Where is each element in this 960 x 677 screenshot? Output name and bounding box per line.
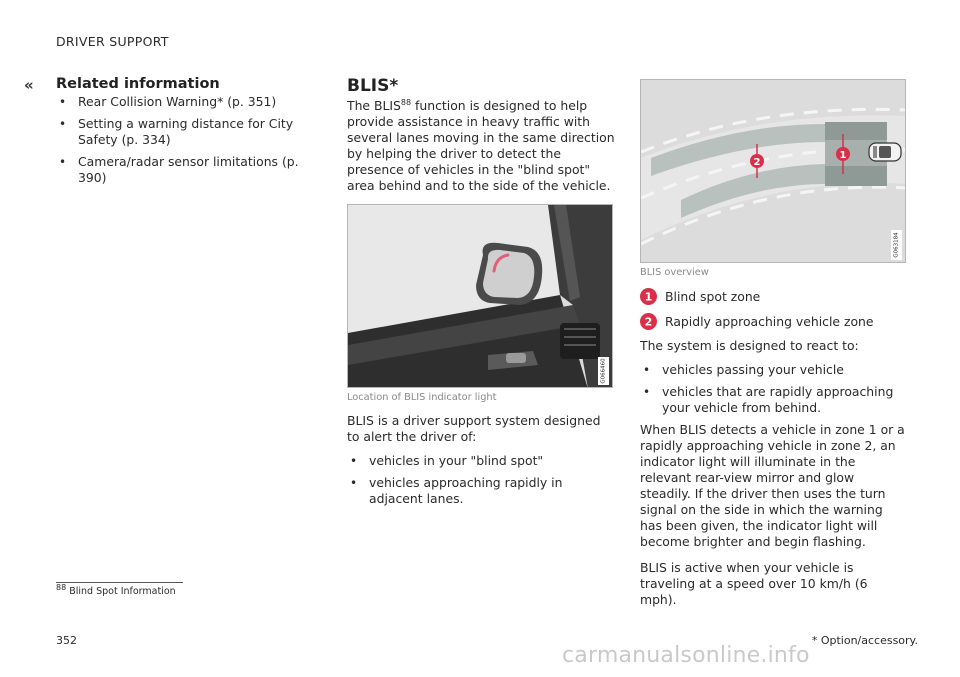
blis-overview-column xyxy=(640,79,908,616)
related-information-column xyxy=(56,76,321,192)
blis-description: BLIS is a driver support system designed to alert the driver of: xyxy=(347,413,601,444)
blis-overview-figure xyxy=(640,79,906,263)
speed-paragraph: BLIS is active when your vehicle is traveling at a speed over 10 km/h (6 mph). xyxy=(640,560,868,607)
legend-number: 1 xyxy=(644,290,653,304)
legend-number: 2 xyxy=(644,315,653,329)
legend-label: Rapidly approaching vehicle zone xyxy=(665,313,874,329)
legend-item xyxy=(640,313,908,330)
figure1-code: G066460 xyxy=(600,358,607,384)
related-link[interactable]: • Setting a warning distance for City Safety (p. 334) xyxy=(56,116,321,148)
intro-text-rest: function is designed to help provide assistance in heavy traffic with several lanes moving in the same direction by helping the driver to detect the presence of vehicles in the "blind spot" area behind and to the side of the vehicle. xyxy=(347,98,615,193)
marker-1-label: 1 xyxy=(839,150,847,161)
number-badge-icon xyxy=(640,288,657,305)
footnote xyxy=(56,582,176,597)
site-watermark: carmanualsonline.info xyxy=(562,643,810,668)
detection-paragraph: When BLIS detects a vehicle in zone 1 or a rapidly approaching vehicle in zone 2, an indicator light will illuminate in the relevant rear-view mirror and glow steadily. If the driver then uses the turn signal on the side in which the warning has been given, the indicator light will become brighter and begin flashing. xyxy=(640,422,905,549)
alert-item: • vehicles approaching rapidly in adjacent lanes. xyxy=(347,475,615,507)
intro-text-start: The BLIS xyxy=(347,98,401,113)
react-item: • vehicles passing your vehicle xyxy=(640,362,908,378)
page-number: 352 xyxy=(56,634,77,647)
legend-label: Blind spot zone xyxy=(665,288,761,304)
figure2-code-box xyxy=(891,230,902,260)
figure2-caption: BLIS overview xyxy=(640,267,709,278)
related-links-list xyxy=(56,94,321,186)
alert-list xyxy=(347,453,615,507)
figure1-code-box xyxy=(598,357,609,385)
blis-column xyxy=(347,76,615,513)
legend-item xyxy=(640,288,908,305)
blis-title: BLIS* xyxy=(347,76,399,96)
footnote-number: 88 xyxy=(56,582,67,592)
option-accessory-note: * Option/accessory. xyxy=(811,634,918,647)
footnote-reference[interactable]: 88 xyxy=(400,97,412,107)
related-link[interactable]: • Camera/radar sensor limitations (p. 390) xyxy=(56,154,321,186)
door-mirror-illustration xyxy=(348,205,613,388)
car-icon xyxy=(869,143,901,161)
react-intro: The system is designed to react to: xyxy=(640,338,859,353)
react-item: • vehicles that are rapidly approaching your vehicle from behind. xyxy=(640,384,908,416)
related-information-heading: Related information xyxy=(56,76,220,92)
blis-intro xyxy=(347,98,615,194)
number-badge-icon xyxy=(640,313,657,330)
back-chevron-icon[interactable]: « xyxy=(24,76,31,94)
footnote-divider xyxy=(56,582,183,583)
footnote-text: Blind Spot Information xyxy=(69,586,176,597)
alert-item: • vehicles in your "blind spot" xyxy=(347,453,615,469)
figure2-code: G063184 xyxy=(893,232,900,258)
road-zones-diagram xyxy=(641,80,906,263)
section-header: DRIVER SUPPORT xyxy=(56,34,169,49)
figure1-caption: Location of BLIS indicator light xyxy=(347,392,497,403)
react-list xyxy=(640,362,908,416)
related-link[interactable]: • Rear Collision Warning* (p. 351) xyxy=(56,94,321,110)
mirror-indicator-figure xyxy=(347,204,613,388)
marker-2-label: 2 xyxy=(753,157,761,168)
